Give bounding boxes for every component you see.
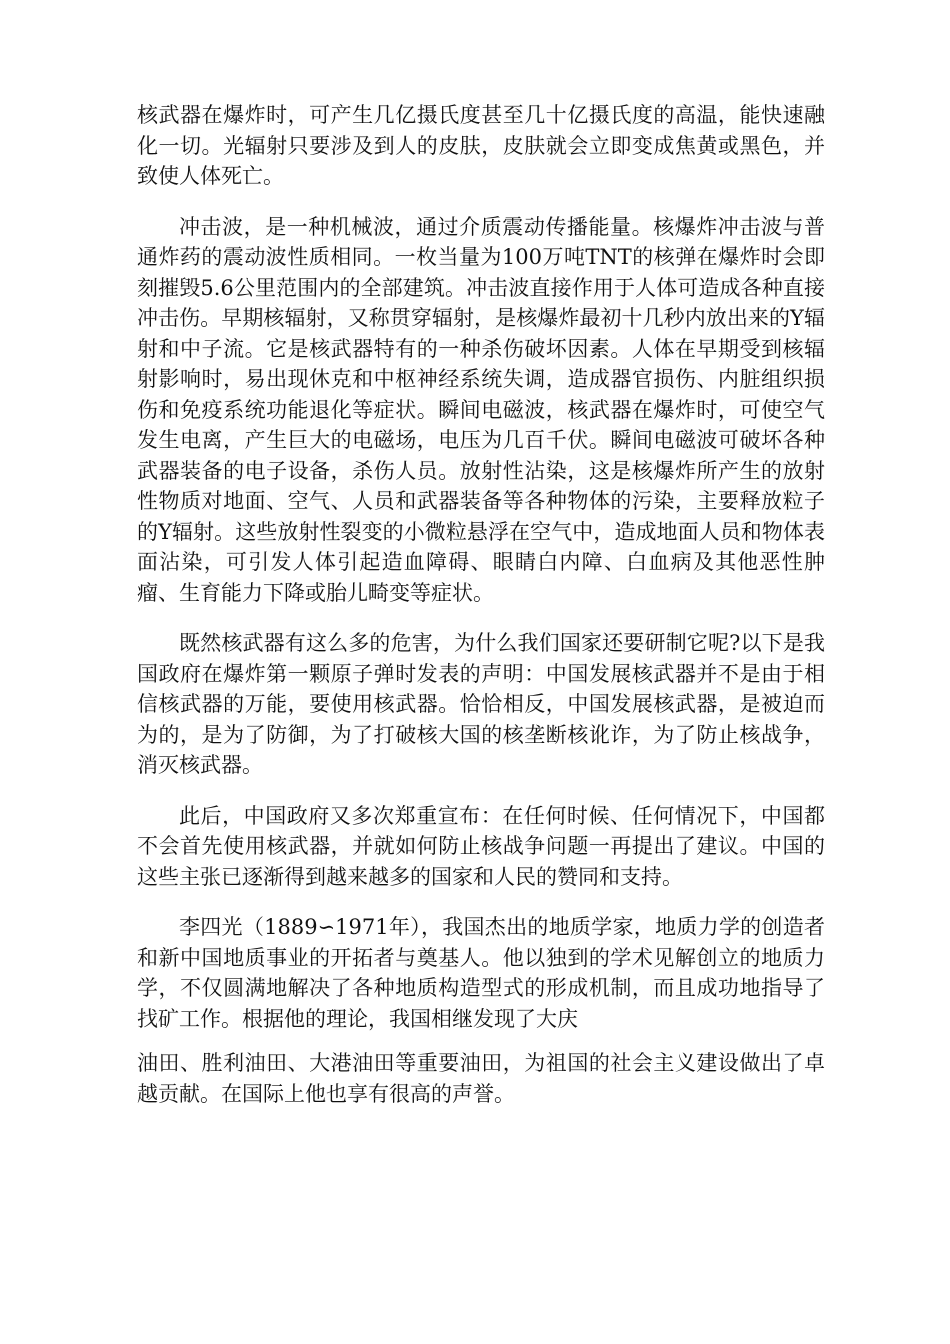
paragraph-li-siguang: 李四光（1889∽1971年），我国杰出的地质学家，地质力学的创造者和新中国地质事业的开拓者与奠基人。他以独到的学术见解创立的地质力学，不仅圆满地解决了各种地质构造型式的形成机制，而且成功地指导了找矿工作。根据他的理论，我国相继发现了大庆: [137, 915, 825, 1031]
document-page: [137, 100, 825, 1129]
paragraph-nuclear-heat: 核武器在爆炸时，可产生几亿摄氏度甚至几十亿摄氏度的高温，能快速融化一切。光辐射只要涉及到人的皮肤，皮肤就会立即变成焦黄或黑色，并致使人体死亡。: [137, 103, 825, 188]
paragraph-oilfields: 油田、胜利油田、大港油田等重要油田，为祖国的社会主义建设做出了卓越贡献。在国际上他也享有很高的声誉。: [137, 1051, 825, 1106]
paragraph-china-statement: 既然核武器有这么多的危害，为什么我们国家还要研制它呢?以下是我国政府在爆炸第一颗原子弹时发表的声明：中国发展核武器并不是由于相信核武器的万能，要使用核武器。恰恰相反，中国发展核武器，是被迫而为的，是为了防御，为了打破核大国的核垄断核讹诈，为了防止核战争，消灭核武器。: [137, 631, 825, 777]
paragraph-shockwave-radiation: 冲击波，是一种机械波，通过介质震动传播能量。核爆炸冲击波与普通炸药的震动波性质相同。一枚当量为100万吨TNT的核弹在爆炸时会即刻摧毁5.6公里范围内的全部建筑。冲击波直接作用于人体可造成各种直接冲击伤。早期核辐射，又称贯穿辐射，是核爆炸最初十几秒内放出来的Y辐射和中子流。它是核武器特有的一种杀伤破坏因素。人体在早期受到核辐射影响时，易出现休克和中枢神经系统失调，造成器官损伤、内脏组织损伤和免疫系统功能退化等症状。瞬间电磁波，核武器在爆炸时，可使空气发生电离，产生巨大的电磁场，电压为几百千伏。瞬间电磁波可破坏各种武器装备的电子设备，杀伤人员。放射性沾染，这是核爆炸所产生的放射性物质对地面、空气、人员和武器装备等各种物体的污染，主要释放粒子的Y辐射。这些放射性裂变的小微粒悬浮在空气中，造成地面人员和物体表面沾染，可引发人体引起造血障碍、眼睛白内障、白血病及其他恶性肿瘤、生育能力下降或胎儿畸变等症状。: [137, 214, 825, 605]
paragraph-no-first-use: 此后，中国政府又多次郑重宣布：在任何时候、任何情况下，中国都不会首先使用核武器，并就如何防止核战争问题一再提出了建议。中国的这些主张已逐渐得到越来越多的国家和人民的赞同和支持。: [137, 803, 825, 889]
